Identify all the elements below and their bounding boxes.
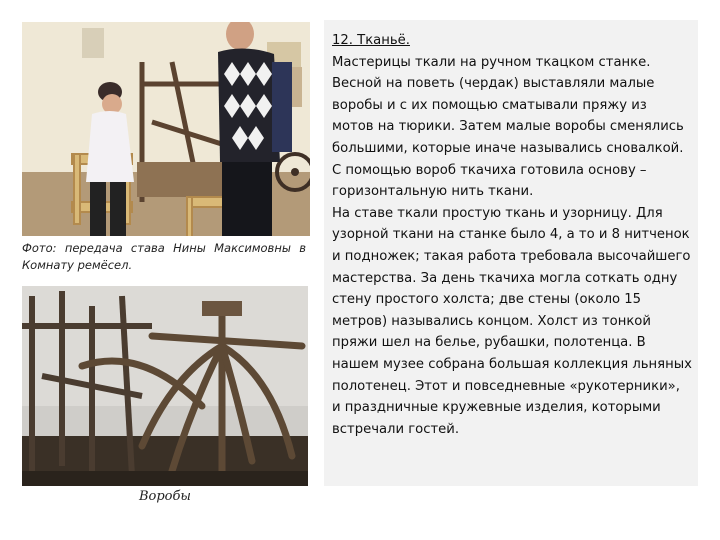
vorob-winders-caption: Воробы — [138, 489, 192, 504]
loom-transfer-photo — [22, 22, 310, 236]
article-heading: 12. Тканьё. — [332, 33, 410, 48]
vorob-winders-photo-image — [22, 286, 308, 486]
article-paragraph-1: Мастерицы ткали на ручном ткацком станке. Весной на поветь (чердак) выставляли малые воробы и с их помощью сматывали пряжу из мотов на тюрики. Затем малые воробы сменялись большими, которые иначе назывались сновалкой. С помощью вороб ткачиха готовила основу – горизонтальную нить ткани. — [332, 54, 684, 200]
article-paragraph-2: На ставе ткали простую ткань и узорницу. Для узорной ткани на станке было 4, а то и 8 нитченок и подножек; такая работа требовала высочайшего мастерства. За день ткачиха могла соткать одну стену простого холста; две стены (около 15 метров) назывались концом. Холст из тонкой пряжи шел на белье, рубашки, полотенца. В нашем музее собрана большая коллекция льняных полотенец. Этот и повседневные «рукотерники», и праздничные кружевные изделия, которыми встречали гостей. — [332, 205, 692, 437]
vorob-winders-photo — [22, 286, 308, 486]
loom-transfer-caption: Фото: передача става Нины Максимовны в Комнату ремёсел. — [22, 241, 306, 272]
loom-transfer-photo-image — [22, 22, 310, 236]
article-text-panel — [324, 20, 698, 486]
